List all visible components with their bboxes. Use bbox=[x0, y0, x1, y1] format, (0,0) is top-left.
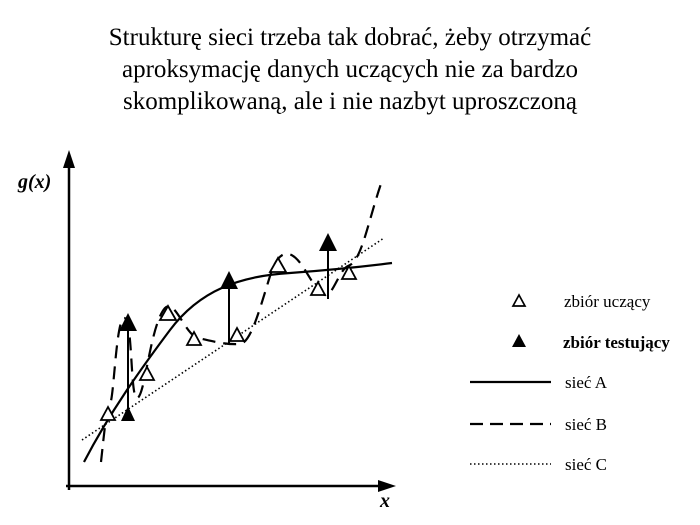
net-a-curve bbox=[84, 263, 392, 462]
test-error-arrows bbox=[128, 242, 328, 408]
legend-testing-icon bbox=[512, 334, 526, 347]
legend-net-b-label: sieć B bbox=[565, 415, 608, 434]
title-line-3: skomplikowaną, ale i nie nazbyt uproszczoną bbox=[122, 88, 578, 115]
legend-net-c-label: sieć C bbox=[565, 455, 608, 474]
title-line-2: aproksymację danych uczących nie za bardzo bbox=[121, 56, 578, 83]
y-axis-arrow bbox=[63, 150, 75, 168]
legend-testing-label: zbiór testujący bbox=[563, 333, 670, 352]
legend-training-icon bbox=[513, 295, 525, 306]
training-point bbox=[270, 258, 286, 272]
legend-net-a-label: sieć A bbox=[565, 373, 608, 392]
training-point bbox=[311, 282, 325, 295]
testing-point bbox=[121, 406, 135, 421]
y-axis-label: g(x) bbox=[18, 171, 52, 193]
net-b-curve bbox=[101, 178, 383, 462]
legend bbox=[470, 292, 670, 474]
training-point bbox=[230, 328, 244, 341]
legend-training-label: zbiór uczący bbox=[564, 292, 651, 311]
testing-points bbox=[121, 406, 135, 421]
training-point bbox=[187, 332, 201, 345]
title-line-1: Strukturę sieci trzeba tak dobrać, żeby otrzymać bbox=[108, 24, 592, 51]
x-axis-label: x bbox=[380, 490, 390, 512]
